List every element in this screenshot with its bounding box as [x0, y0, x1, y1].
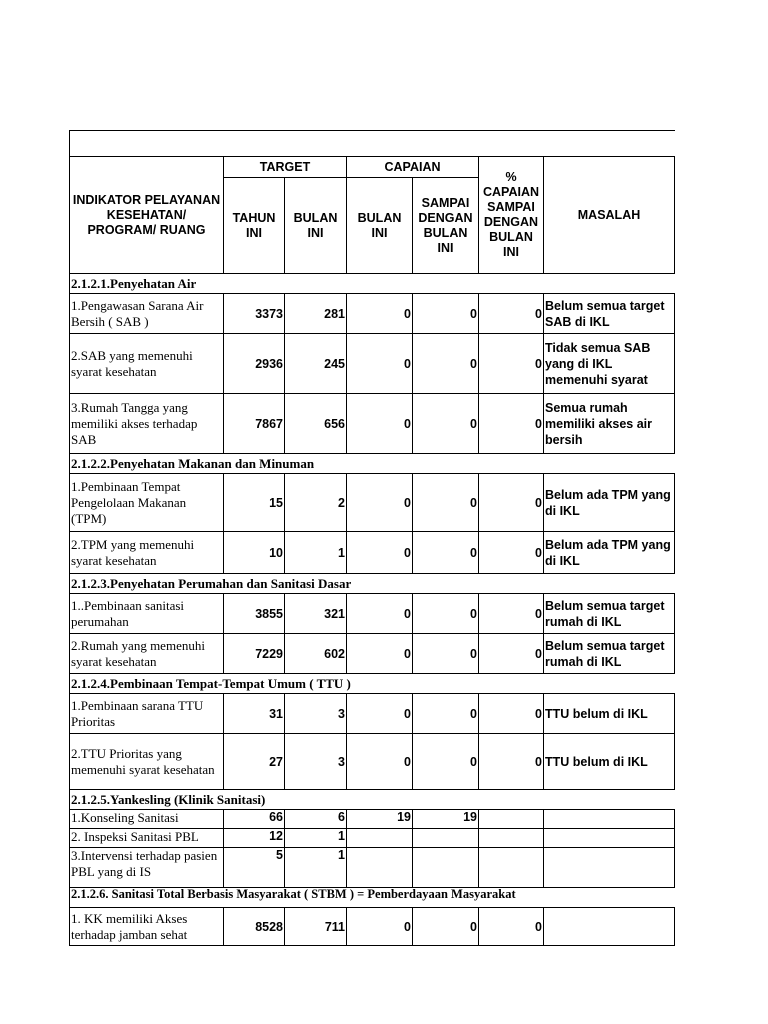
indikator-cell: 2.SAB yang memenuhi syarat kesehatan — [70, 334, 224, 394]
header-tahun-ini: TAHUN INI — [224, 178, 285, 274]
capaian-sampai-cell: 0 — [413, 532, 479, 574]
indikator-cell: 1. KK memiliki Akses terhadap jamban sehat — [70, 908, 224, 946]
section-header-row — [70, 574, 675, 594]
bulan-ini-cell: 3 — [285, 734, 347, 790]
section-header-row — [70, 674, 675, 694]
header-sampai-dengan: SAMPAI DENGAN BULAN INI — [413, 178, 479, 274]
pct-capaian-cell: 0 — [479, 474, 544, 532]
indikator-cell: 2.TPM yang memenuhi syarat kesehatan — [70, 532, 224, 574]
capaian-bulan-cell: 0 — [347, 594, 413, 634]
tahun-ini-cell: 15 — [224, 474, 285, 532]
table-row — [70, 634, 675, 674]
pct-capaian-cell: 0 — [479, 908, 544, 946]
section-title: 2.1.2.1.Penyehatan Air — [70, 274, 675, 294]
bulan-ini-cell: 3 — [285, 694, 347, 734]
capaian-bulan-cell: 0 — [347, 734, 413, 790]
table-row — [70, 294, 675, 334]
header-bulan-ini-capaian: BULAN INI — [347, 178, 413, 274]
masalah-cell — [544, 829, 675, 848]
tahun-ini-cell: 27 — [224, 734, 285, 790]
capaian-bulan-cell: 0 — [347, 532, 413, 574]
capaian-bulan-cell: 0 — [347, 694, 413, 734]
masalah-cell: Belum semua target SAB di IKL — [544, 294, 675, 334]
pct-capaian-cell: 0 — [479, 294, 544, 334]
indikator-cell: 2.TTU Prioritas yang memenuhi syarat kesehatan — [70, 734, 224, 790]
tahun-ini-cell: 12 — [224, 829, 285, 848]
table-row — [70, 694, 675, 734]
table-row — [70, 810, 675, 829]
pct-capaian-cell: 0 — [479, 694, 544, 734]
capaian-sampai-cell: 0 — [413, 474, 479, 532]
indikator-cell: 2. Inspeksi Sanitasi PBL — [70, 829, 224, 848]
pct-capaian-cell: 0 — [479, 734, 544, 790]
bulan-ini-cell: 321 — [285, 594, 347, 634]
table-row — [70, 474, 675, 532]
section-title: 2.1.2.6. Sanitasi Total Berbasis Masyarakat ( STBM ) = Pemberdayaan Masyarakat — [70, 888, 675, 908]
pct-capaian-cell: 0 — [479, 594, 544, 634]
capaian-bulan-cell: 19 — [347, 810, 413, 829]
indikator-cell: 1.Pembinaan sarana TTU Prioritas — [70, 694, 224, 734]
masalah-cell: Belum semua target rumah di IKL — [544, 634, 675, 674]
capaian-sampai-cell: 0 — [413, 294, 479, 334]
bulan-ini-cell: 1 — [285, 829, 347, 848]
masalah-cell: Tidak semua SAB yang di IKL memenuhi syarat — [544, 334, 675, 394]
capaian-sampai-cell: 0 — [413, 634, 479, 674]
masalah-cell — [544, 908, 675, 946]
report-sheet — [69, 130, 675, 946]
section-header-row — [70, 454, 675, 474]
capaian-bulan-cell: 0 — [347, 334, 413, 394]
masalah-cell: TTU belum di IKL — [544, 734, 675, 790]
header-masalah: MASALAH — [544, 157, 675, 274]
header-row-1 — [70, 157, 675, 178]
capaian-sampai-cell: 0 — [413, 394, 479, 454]
table-row — [70, 908, 675, 946]
indikator-cell: 1..Pembinaan sanitasi perumahan — [70, 594, 224, 634]
capaian-bulan-cell: 0 — [347, 634, 413, 674]
bulan-ini-cell: 1 — [285, 532, 347, 574]
header-pct-capaian: % CAPAIAN SAMPAI DENGAN BULAN INI — [479, 157, 544, 274]
indikator-cell: 1.Pembinaan Tempat Pengelolaan Makanan (TPM) — [70, 474, 224, 532]
bulan-ini-cell: 245 — [285, 334, 347, 394]
pct-capaian-cell: 0 — [479, 334, 544, 394]
capaian-sampai-cell: 0 — [413, 734, 479, 790]
section-title: 2.1.2.2.Penyehatan Makanan dan Minuman — [70, 454, 675, 474]
tahun-ini-cell: 66 — [224, 810, 285, 829]
masalah-cell — [544, 810, 675, 829]
header-capaian: CAPAIAN — [347, 157, 479, 178]
table-row — [70, 334, 675, 394]
bulan-ini-cell: 656 — [285, 394, 347, 454]
capaian-bulan-cell: 0 — [347, 294, 413, 334]
table-row — [70, 829, 675, 848]
masalah-cell: Belum ada TPM yang di IKL — [544, 532, 675, 574]
capaian-sampai-cell: 0 — [413, 908, 479, 946]
blank-top-cell — [70, 131, 675, 157]
tahun-ini-cell: 7229 — [224, 634, 285, 674]
section-header-row — [70, 888, 675, 908]
header-indikator: INDIKATOR PELAYANAN KESEHATAN/ PROGRAM/ RUANG — [70, 157, 224, 274]
capaian-sampai-cell — [413, 829, 479, 848]
table-row — [70, 848, 675, 888]
bulan-ini-cell: 2 — [285, 474, 347, 532]
section-title: 2.1.2.3.Penyehatan Perumahan dan Sanitasi Dasar — [70, 574, 675, 594]
masalah-cell: Belum ada TPM yang di IKL — [544, 474, 675, 532]
tahun-ini-cell: 2936 — [224, 334, 285, 394]
blank-top-row — [70, 131, 675, 157]
header-target: TARGET — [224, 157, 347, 178]
header-bulan-ini-target: BULAN INI — [285, 178, 347, 274]
tahun-ini-cell: 3855 — [224, 594, 285, 634]
tahun-ini-cell: 8528 — [224, 908, 285, 946]
table-row — [70, 394, 675, 454]
tahun-ini-cell: 7867 — [224, 394, 285, 454]
section-header-row — [70, 790, 675, 810]
indikator-cell: 3.Rumah Tangga yang memiliki akses terhadap SAB — [70, 394, 224, 454]
masalah-cell: TTU belum di IKL — [544, 694, 675, 734]
tahun-ini-cell: 10 — [224, 532, 285, 574]
capaian-sampai-cell: 19 — [413, 810, 479, 829]
indikator-cell: 3.Intervensi terhadap pasien PBL yang di IS — [70, 848, 224, 888]
tahun-ini-cell: 5 — [224, 848, 285, 888]
capaian-bulan-cell — [347, 829, 413, 848]
capaian-sampai-cell — [413, 848, 479, 888]
bulan-ini-cell: 1 — [285, 848, 347, 888]
section-header-row — [70, 274, 675, 294]
bulan-ini-cell: 6 — [285, 810, 347, 829]
pct-capaian-cell — [479, 810, 544, 829]
table-row — [70, 594, 675, 634]
masalah-cell: Semua rumah memiliki akses air bersih — [544, 394, 675, 454]
pct-capaian-cell — [479, 848, 544, 888]
capaian-bulan-cell: 0 — [347, 908, 413, 946]
tahun-ini-cell: 31 — [224, 694, 285, 734]
indikator-cell: 1.Pengawasan Sarana Air Bersih ( SAB ) — [70, 294, 224, 334]
masalah-cell: Belum semua target rumah di IKL — [544, 594, 675, 634]
pct-capaian-cell: 0 — [479, 394, 544, 454]
capaian-sampai-cell: 0 — [413, 694, 479, 734]
pct-capaian-cell: 0 — [479, 532, 544, 574]
pct-capaian-cell: 0 — [479, 634, 544, 674]
capaian-sampai-cell: 0 — [413, 594, 479, 634]
pct-capaian-cell — [479, 829, 544, 848]
indikator-cell: 1.Konseling Sanitasi — [70, 810, 224, 829]
capaian-bulan-cell — [347, 848, 413, 888]
table-body — [70, 274, 675, 946]
capaian-bulan-cell: 0 — [347, 394, 413, 454]
indikator-cell: 2.Rumah yang memenuhi syarat kesehatan — [70, 634, 224, 674]
table-row — [70, 734, 675, 790]
bulan-ini-cell: 711 — [285, 908, 347, 946]
capaian-bulan-cell: 0 — [347, 474, 413, 532]
report-table — [69, 130, 675, 946]
masalah-cell — [544, 848, 675, 888]
section-title: 2.1.2.4.Pembinaan Tempat-Tempat Umum ( TTU ) — [70, 674, 675, 694]
bulan-ini-cell: 602 — [285, 634, 347, 674]
section-title: 2.1.2.5.Yankesling (Klinik Sanitasi) — [70, 790, 675, 810]
bulan-ini-cell: 281 — [285, 294, 347, 334]
table-row — [70, 532, 675, 574]
capaian-sampai-cell: 0 — [413, 334, 479, 394]
tahun-ini-cell: 3373 — [224, 294, 285, 334]
